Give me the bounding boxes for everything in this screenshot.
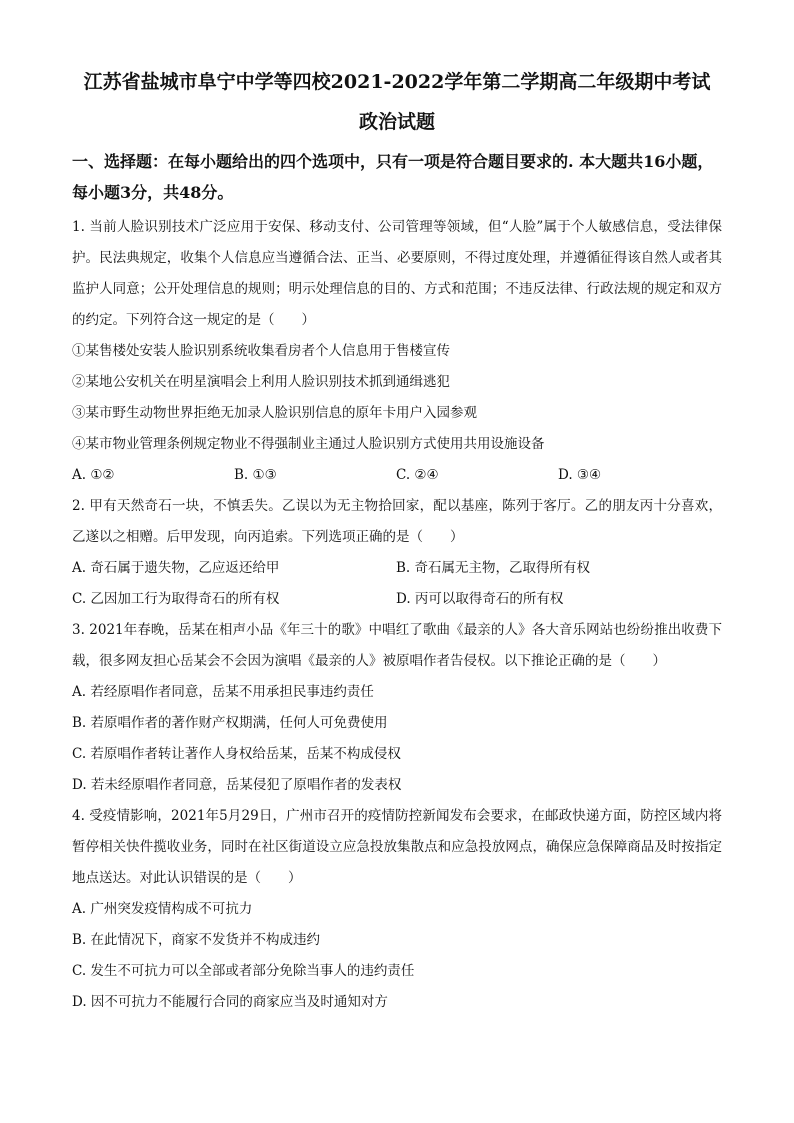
option-c: C. ②④	[396, 467, 439, 483]
option-d: D. ③④	[558, 467, 602, 483]
option-b: B. ①③	[234, 467, 277, 483]
statement-3: ③某市野生动物世界拒绝无加录人脸识别信息的原年卡用户入园参观	[72, 405, 477, 421]
options-row	[72, 460, 722, 491]
question-3	[72, 615, 722, 801]
option-a: A. 广州突发疫情构成不可抗力	[72, 901, 253, 917]
option-a: A. 奇石属于遗失物，乙应返还给甲	[72, 560, 280, 576]
options-row	[72, 553, 722, 584]
option-c: C. 乙因加工行为取得奇石的所有权	[72, 591, 280, 607]
option-a: A. ①②	[72, 467, 115, 483]
option-c: C. 若原唱作者转让著作人身权给岳某，岳某不构成侵权	[72, 746, 401, 762]
question-stem: 1. 当前人脸识别技术广泛应用于安保、移动支付、公司管理等领域，但“人脸”属于个人敏感信息，受法律保护。民法典规定，收集个人信息应当遵循合法、正当、必要原则，不得过度处理，并遵循征得该自然人或者其监护人同意；公开处理信息的规则；明示处理信息的目的、方式和范围；不违反法律、行政法规的规定和双方的约定。下列符合这一规定的是（ ）	[72, 219, 722, 328]
question-stem: 2. 甲有天然奇石一块，不慎丢失。乙误以为无主物拾回家，配以基座，陈列于客厅。乙的朋友丙十分喜欢，乙遂以之相赠。后甲发现，向丙追索。下列选项正确的是（ ）	[72, 498, 722, 545]
option-b: B. 在此情况下，商家不发货并不构成违约	[72, 932, 321, 948]
statement-4: ④某市物业管理条例规定物业不得强制业主通过人脸识别方式使用共用设施设备	[72, 436, 545, 452]
option-b: B. 奇石属无主物，乙取得所有权	[396, 560, 591, 576]
statement-1: ①某售楼处安装人脸识别系统收集看房者个人信息用于售楼宣传	[72, 343, 450, 359]
question-4	[72, 801, 722, 1018]
option-a: A. 若经原唱作者同意，岳某不用承担民事违约责任	[72, 684, 374, 700]
question-stem: 4. 受疫情影响，2021年5月29日，广州市召开的疫情防控新闻发布会要求，在邮政快递方面，防控区域内将暂停相关快件揽收业务，同时在社区街道设立应急投放集散点和应急投放网点，确保应急保障商品及时按指定地点送达。对此认识错误的是（ ）	[72, 808, 722, 886]
question-2	[72, 491, 722, 615]
option-d: D. 若未经原唱作者同意，岳某侵犯了原唱作者的发表权	[72, 777, 402, 793]
exam-title: 江苏省盐城市阜宁中学等四校2021-2022学年第二学期高二年级期中考试	[83, 71, 711, 93]
exam-subtitle: 政治试题	[358, 111, 435, 133]
option-c: C. 发生不可抗力可以全部或者部分免除当事人的违约责任	[72, 963, 415, 979]
statement-2: ②某地公安机关在明星演唱会上利用人脸识别技术抓到通缉逃犯	[72, 374, 450, 390]
question-1	[72, 212, 722, 491]
option-d: D. 因不可抗力不能履行合同的商家应当及时通知对方	[72, 994, 388, 1010]
option-d: D. 丙可以取得奇石的所有权	[396, 591, 564, 607]
question-stem: 3. 2021年春晚，岳某在相声小品《年三十的歌》中唱红了歌曲《最亲的人》各大音乐网站也纷纷推出收费下载，很多网友担心岳某会不会因为演唱《最亲的人》被原唱作者告侵权。以下推论正确的是（ ）	[72, 622, 722, 669]
section-heading: 一、选择题：在每小题给出的四个选项中，只有一项是符合题目要求的. 本大题共16小题，每小题3分，共48分。	[72, 152, 714, 202]
options-row	[72, 584, 722, 615]
option-b: B. 若原唱作者的著作财产权期满，任何人可免费使用	[72, 715, 388, 731]
